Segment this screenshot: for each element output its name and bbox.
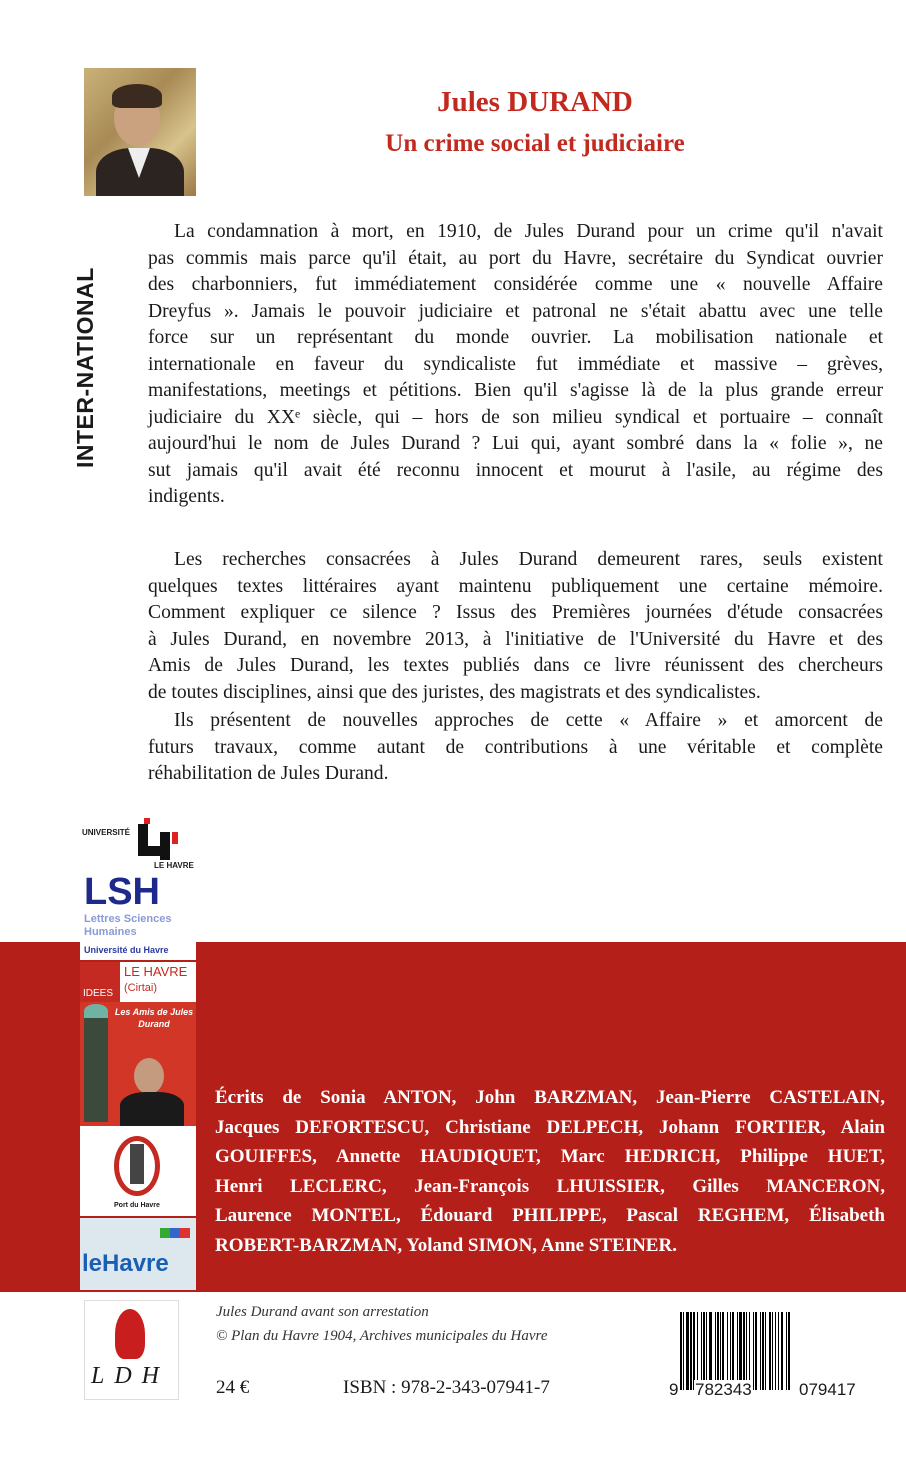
text-line: indigents. [148,486,225,507]
text-line: Jacques DEFORTESCU, Christiane DELPECH, Johann FORTIER, Alain [215,1116,885,1138]
book-subtitle: Un crime social et judiciaire [385,130,685,157]
text-line: Comment expliquer ce silence ? Issus des Premières journées d'étude consacrées [148,602,883,623]
text-line: internationale en faveur du syndicaliste fut immédiate et massive – grèves, [148,353,883,375]
text-line: Les recherches consacrées à Jules Durand demeurent rares, seuls existent [174,549,883,570]
text-line: sut jamais qu'il avait été reconnu innocent et mourut à l'asile, au régime des [148,459,883,481]
caption-line: Jules Durand avant son arrestation [216,1304,429,1320]
logo-text: Port du Havre [114,1202,160,1209]
logo-text: Lettres Sciences Humaines [84,913,172,938]
barcode-bars [680,1312,888,1390]
book-title: Jules DURAND [437,86,633,118]
text-line: manifestations, meetings et pétitions. Bien qu'il s'agisse là de la plus grande erreur [148,380,883,401]
barcode-digit: 9 [669,1380,679,1399]
image-caption [216,1300,547,1348]
text-line: force sur un représentant du monde ouvrier. La mobilisation nationale et [148,327,883,348]
le-havre-city-logo [80,1218,196,1290]
text-line: pas commis mais parce qu'il était, au port du Havre, secrétaire du Syndicat ouvrier [148,247,883,269]
cirtai-logo [80,962,196,1002]
logo-text: (Cirtai) [124,982,157,994]
barcode-digits-right: 079417 [799,1380,856,1399]
text-line: des charbonniers, fut immédiatement considérée comme une « nouvelle Affaire [148,274,883,295]
summary-paragraph-2 [148,547,883,706]
cover-portrait-image [84,68,196,196]
text-line: Dreyfus ». Jamais le pouvoir judiciaire et patronal ne s'était abattu avec une telle [148,300,883,322]
text-line: réhabilitation de Jules Durand. [148,763,389,784]
ldh-logo [84,1300,179,1400]
lsh-logo [80,872,196,960]
text-line: à Jules Durand, en novembre 2013, à l'initiative de l'Université du Havre et des [148,628,883,650]
text-line: Henri LECLERC, Jean-François LHUISSIER, Gilles MANCERON, [215,1175,885,1197]
text-line: de toutes disciplines, ainsi que des juristes, des magistrats et des syndicalistes. [148,681,761,703]
cgt-port-du-havre-logo [80,1126,196,1216]
isbn: ISBN : 978-2-343-07941-7 [343,1377,550,1398]
logo-text: LE HAVRE [154,861,194,870]
price: 24 € [216,1377,250,1398]
barcode-digits-left: 782343 [695,1380,752,1399]
isbn-barcode [668,1312,898,1407]
authors-list [215,1083,885,1260]
logo-text: Université du Havre [84,945,169,955]
text-line: Ils présentent de nouvelles approches de cette « Affaire » et amorcent de [174,710,883,731]
text-line: GOUIFFES, Annette HAUDIQUET, Marc HEDRICH, Philippe HUET, [215,1146,885,1167]
barcode-bar [790,1312,791,1390]
text-line: Amis de Jules Durand, les textes publiés dans ce livre réunissent des chercheurs [148,655,883,676]
logo-text: IDEES [83,988,114,999]
logo-text: leHavre [82,1250,169,1277]
logo-text: LDH [91,1363,170,1389]
text-line: aujourd'hui le nom de Jules Durand ? Lui qui, ayant sombré dans la « folie », ne [148,433,883,454]
text-line: La condamnation à mort, en 1910, de Jules Durand pour un crime qu'il n'avait [174,221,883,242]
collection-label: INTER-NATIONAL [72,267,98,468]
amis-de-jules-durand-logo [80,1002,196,1126]
text-line: judiciaire du XXᵉ siècle, qui – hors de son milieu syndical et portuaire – connaît [148,406,883,428]
text-line: futurs travaux, comme autant de contributions à une véritable et complète [148,736,883,758]
universite-le-havre-logo [80,818,196,870]
logo-text: Les Amis de Jules Durand [114,1007,194,1029]
text-line: Laurence MONTEL, Édouard PHILIPPE, Pascal REGHEM, Élisabeth [215,1205,885,1226]
logo-text: LSH [84,871,160,913]
summary-paragraph-3 [148,708,883,788]
logo-text: LE HAVRE [124,964,188,979]
logo-text: UNIVERSITÉ [82,828,131,837]
summary-paragraph-1 [148,219,883,511]
text-line: quelques textes littéraires ayant maintenu publiquement une certaine mémoire. [148,575,883,597]
caption-credit: © Plan du Havre 1904, Archives municipales du Havre [216,1328,548,1344]
text-line: ROBERT-BARZMAN, Yoland SIMON, Anne STEINER. [215,1234,677,1256]
text-line: Écrits de Sonia ANTON, John BARZMAN, Jean-Pierre CASTELAIN, [215,1087,885,1108]
